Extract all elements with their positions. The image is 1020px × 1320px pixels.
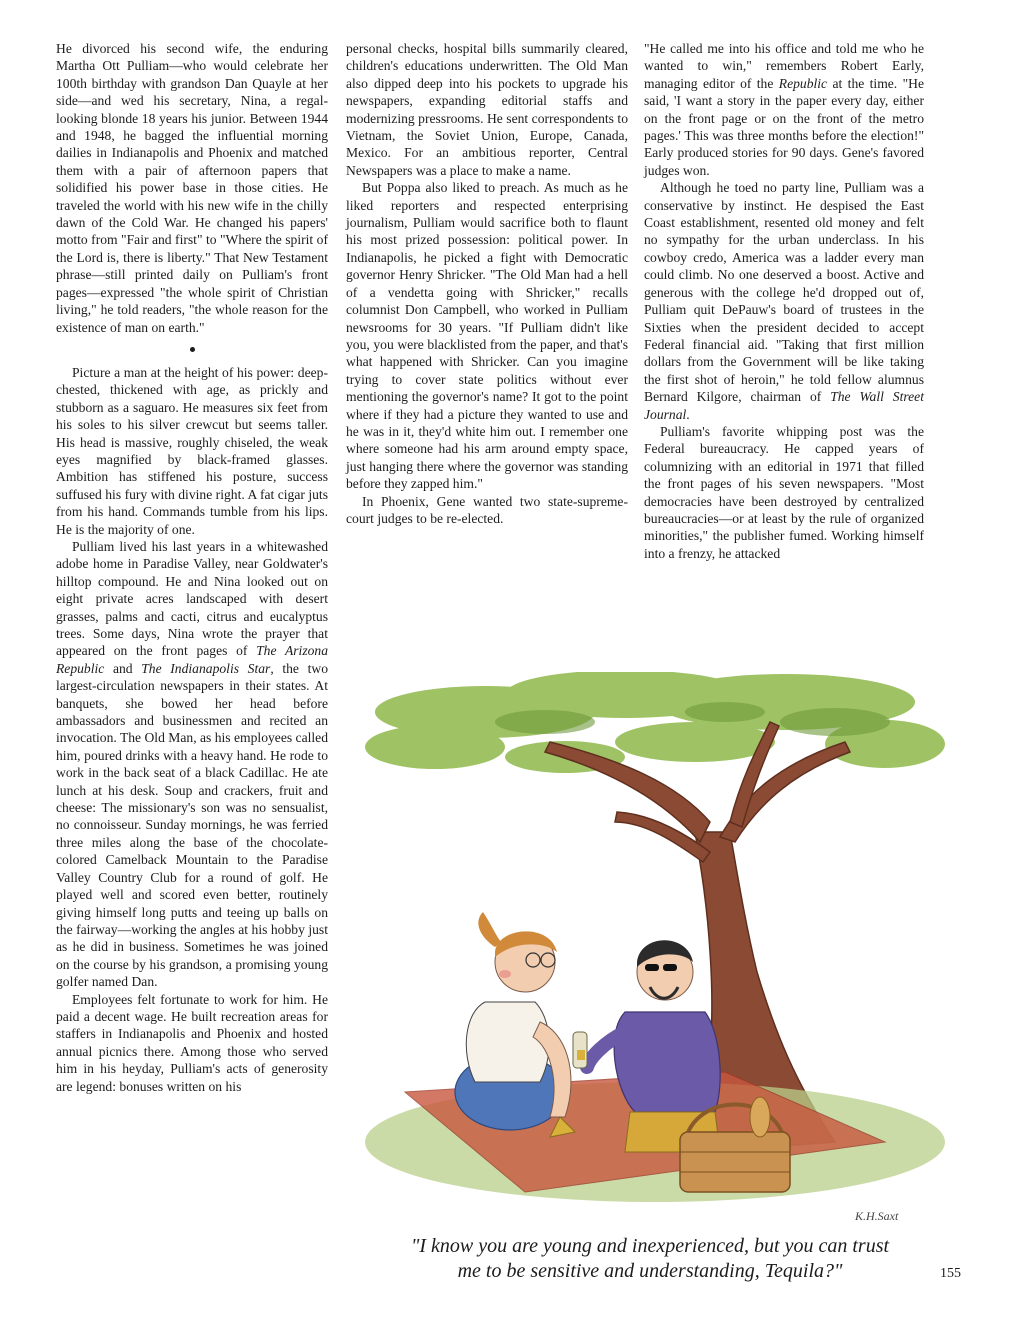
paragraph: In Phoenix, Gene wanted two state-supreme-court judges to be re-elected. (346, 493, 628, 526)
publication-title: The Wall Street Journal (644, 389, 924, 422)
cartoon-illustration (365, 672, 945, 1232)
paragraph: Employees felt fortunate to work for him. He paid a decent wage. He built recreation areas for staffers in Indianapolis and Phoenix and hosted annual picnics there. Among those who served him in his heyday, Pulliam's acts of generosity are legend: bonuses written on his (56, 991, 328, 1094)
article-column-3 (644, 40, 924, 562)
section-break-bullet (56, 342, 328, 356)
paragraph: "He called me into his office and told me who he wanted to win," remembers Robert Early, managing editor of the Republic at the time. "He said, 'I want a story in the paper every day, either on the front page or on the front of the metro pages.' This was three months before the election!" Early produced stories for 90 days. Gene's favored judges won. (644, 41, 924, 178)
artist-signature: K.H.Saxt (855, 1209, 899, 1223)
paragraph: Pulliam's favorite whipping post was the Federal bureaucracy. He capped years of columnizing with an editorial in 1971 that filled the front pages of his seven newspapers. "Most democracies have been destroyed by centralized bureaucracies—or at least by the rule of organized minorities," the publisher fumed. Working himself into a frenzy, he attacked (644, 423, 924, 561)
paragraph: But Poppa also liked to preach. As much as he liked reporters and respected enterprising journalism, Pulliam would sacrifice both to flaunt his most prized possession: political power. In Indianapolis, he picked a fight with Democratic governor Henry Shricker. "The Old Man had a hell of a vendetta going with Shricker," recalls columnist Don Campbell, who worked in Pulliam newsrooms for 30 years. "If Pulliam didn't like you, you were blacklisted from the paper, and that's what happened with Shricker. Can you imagine trying to cover state politics without ever mentioning the governor's name? It got to the point where if they had a picture they wanted to use and he was in it, they'd white him out. I remember one where someone had his arm around empty space, just hanging there where the governor was standing before they zapped him." (346, 180, 628, 492)
page-number: 155 (940, 1266, 961, 1281)
caption-line: me to be sensitive and understanding, Tequila?" (457, 1260, 843, 1282)
paragraph: Pulliam lived his last years in a whitewashed adobe home in Paradise Valley, near Goldwater's hilltop compound. He and Nina looked out on eight private acres landscaped with desert grasses, palms and cacti, citrus and eucalyptus trees. Some days, Nina wrote the prayer that appeared on the front pages of The Arizona Republic and The Indianapolis Star, the two largest-circulation newspapers in their states. At banquets, she bowed her head before ambassadors and businessmen and recited an invocation. The Old Man, as his employees called him, poured drinks with a heavy hand. He rode to work in the back seat of a black Cadillac. He ate lunch at his desk. Soup and crackers, fruit and cheese: The missionary's son was no sensualist, no connoisseur. Sunday mornings, he was ferried three miles along the base of the chocolate-colored Camelback Mountain to the Paradise Valley Country Club for a round of golf. He played well and scored even better, routinely giving himself long putts and teeing up balls on the fairway—working the angles at his hobby just as he did in business. Sometimes he was joined on the course by his grandson, a promising young golfer named Dan. (56, 538, 328, 990)
girl-figure (455, 912, 575, 1137)
article-column-1 (56, 40, 328, 1095)
caption-line: "I know you are young and inexperienced, but you can trust (410, 1235, 890, 1257)
publication-title: The Indianapolis Star (141, 660, 271, 676)
publication-title: The Arizona Republic (56, 643, 328, 676)
paragraph: Picture a man at the height of his power: deep-chested, thickened with age, as prickly and stubborn as a saguaro. He measures six feet from his soles to his silver crewcut but seems taller. His head is massive, roughly chiseled, the weak eyes magnified by black-framed glasses. Ambition has stiffened his posture, success suffused his fury with divine right. A fat cigar juts from his hand. Commands tumble from his lips. He is the majority of one. (56, 364, 328, 537)
paragraph: Although he toed no party line, Pulliam was a conservative by instinct. He despised the East Coast establishment, resented old money and felt no sympathy for the urban underclass. In his cowboy credo, America was a ladder every man could climb. No one deserved a boost. Active and generous with the college he'd dropped out of, Pulliam quit DePauw's board of trustees in the Sixties when the president decided to accept Federal financial aid. "Taking that first million dollars from the Government will be like taking the first shot of heroin," he told fellow alumnus Bernard Kilgore, chairman of The Wall Street Journal. (644, 180, 924, 422)
cartoon-caption (350, 1234, 950, 1284)
paragraph: personal checks, hospital bills summarily cleared, children's educations underwritten. The Old Man also dipped deep into his pockets to upgrade his newspapers, expanding editorial staffs and modernizing pressrooms. He sent correspondents to Vietnam, the Soviet Union, Europe, Canada, Mexico. For an ambitious reporter, Central Newspapers was a place to make a name. (346, 41, 628, 178)
paragraph: He divorced his second wife, the enduring Martha Ott Pulliam—who would celebrate her 100th birthday with grandson Dan Quayle at her side—and wed his secretary, Nina, a regal-looking blonde 18 years his junior. Between 1944 and 1948, he bagged the influential morning dailies in Indianapolis and Phoenix and matched them with a pair of afternoon papers that solidified his power base in those cities. He traveled the world with his new wife in the chilly dawn of the Cold War. He changed his papers' motto from "Fair and first" to "Where the spirit of the Lord is, there is liberty." That New Testament phrase—still printed daily on Pulliam's front pages—expressed "the whole spirit of Christian living," he told readers, "the whole reason for the existence of man on earth." (56, 41, 328, 335)
publication-title: Republic (778, 75, 828, 91)
article-column-2 (346, 40, 628, 527)
